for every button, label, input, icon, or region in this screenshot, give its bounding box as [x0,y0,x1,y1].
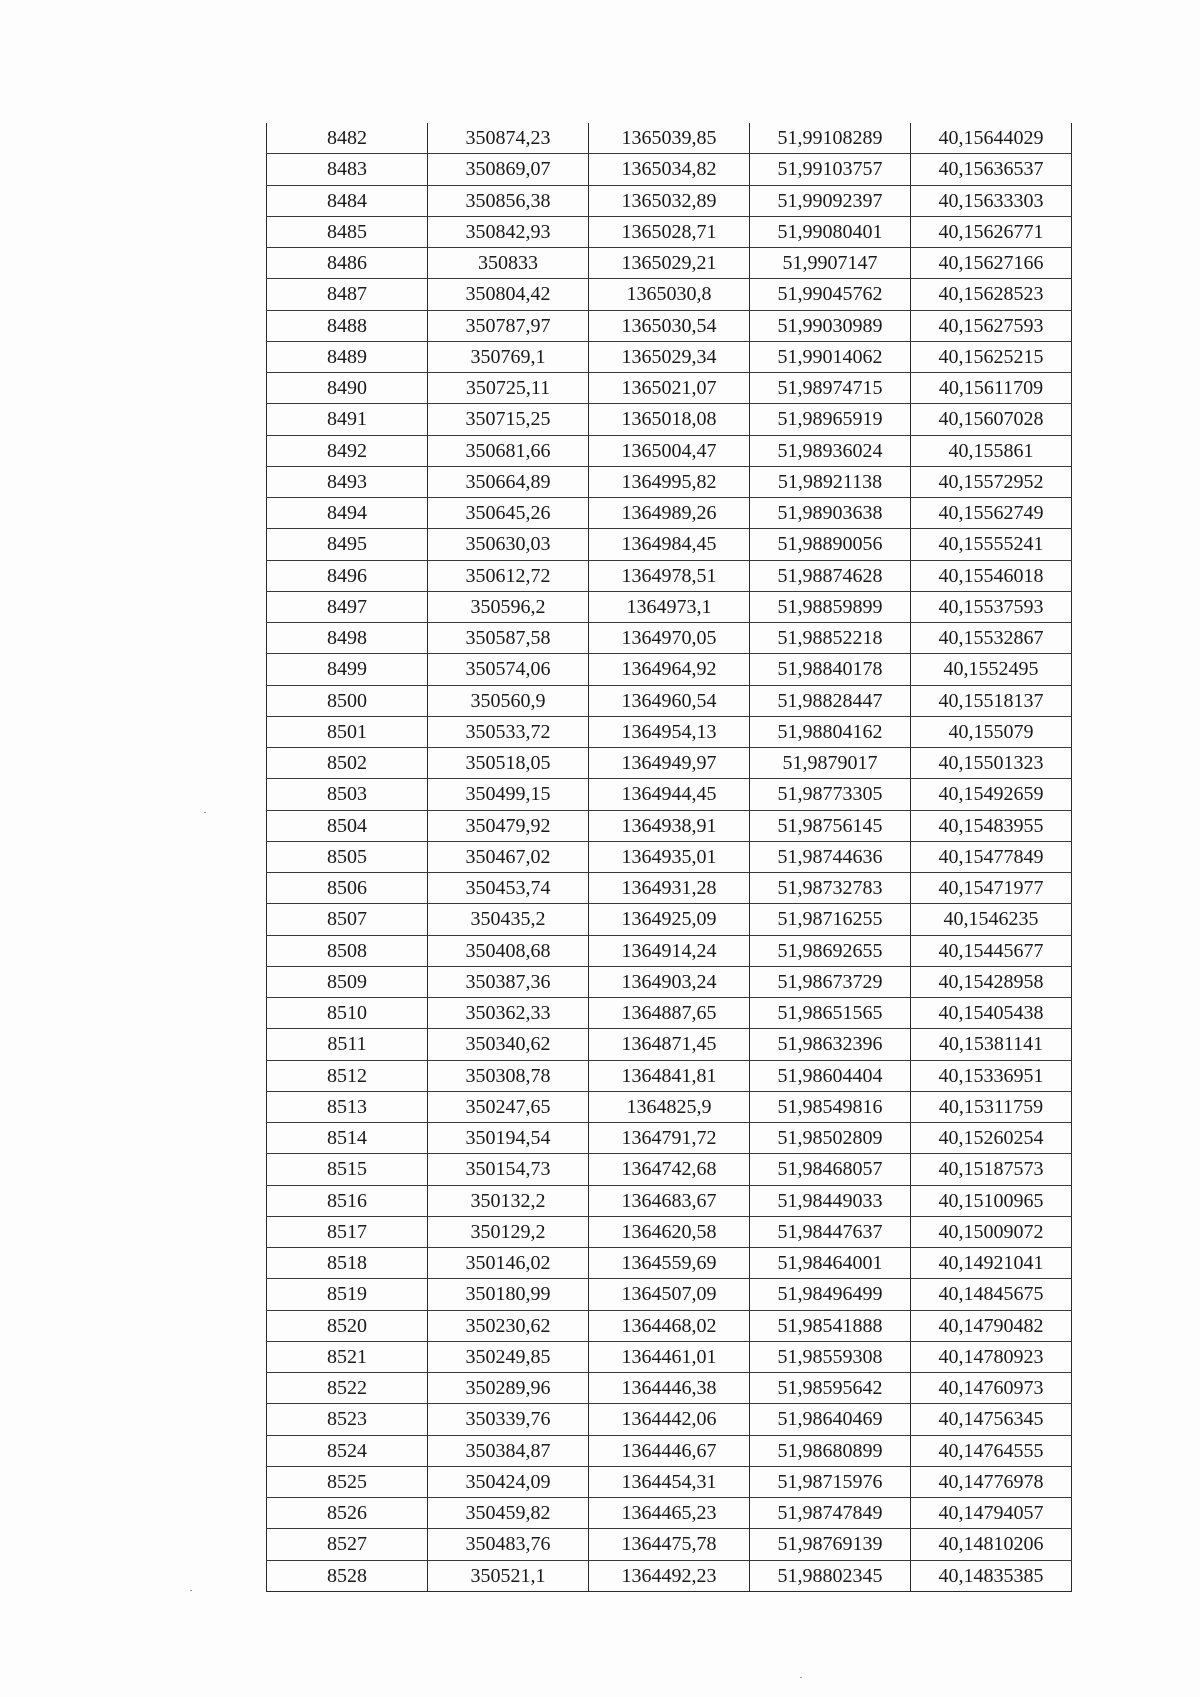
cell-latitude: 51,98840178 [750,654,911,685]
table-row [267,435,1072,466]
cell-x-coordinate: 350596,2 [428,591,589,622]
cell-x-coordinate: 350424,09 [428,1466,589,1497]
cell-point-number: 8523 [267,1404,428,1435]
cell-x-coordinate: 350483,76 [428,1529,589,1560]
cell-y-coordinate: 1364931,28 [589,873,750,904]
table-row [267,966,1072,997]
cell-latitude: 51,98447637 [750,1216,911,1247]
cell-latitude: 51,9907147 [750,248,911,279]
cell-point-number: 8495 [267,529,428,560]
cell-point-number: 8502 [267,748,428,779]
cell-point-number: 8494 [267,498,428,529]
cell-x-coordinate: 350769,1 [428,341,589,372]
cell-latitude: 51,99030989 [750,310,911,341]
cell-longitude: 40,1552495 [911,654,1072,685]
cell-x-coordinate: 350308,78 [428,1060,589,1091]
cell-longitude: 40,15260254 [911,1123,1072,1154]
cell-x-coordinate: 350499,15 [428,779,589,810]
cell-longitude: 40,15477849 [911,841,1072,872]
cell-longitude: 40,14921041 [911,1248,1072,1279]
table-row [267,216,1072,247]
cell-latitude: 51,98559308 [750,1341,911,1372]
cell-point-number: 8519 [267,1279,428,1310]
cell-y-coordinate: 1364887,65 [589,998,750,1029]
cell-y-coordinate: 1365034,82 [589,154,750,185]
cell-longitude: 40,15537593 [911,591,1072,622]
table-row [267,154,1072,185]
cell-latitude: 51,98804162 [750,716,911,747]
cell-longitude: 40,15633303 [911,185,1072,216]
table-row [267,279,1072,310]
cell-latitude: 51,98502809 [750,1123,911,1154]
cell-y-coordinate: 1364559,69 [589,1248,750,1279]
table-row [267,873,1072,904]
cell-y-coordinate: 1364465,23 [589,1498,750,1529]
table-row [267,1123,1072,1154]
cell-longitude: 40,15636537 [911,154,1072,185]
cell-y-coordinate: 1364507,09 [589,1279,750,1310]
table-row [267,1185,1072,1216]
cell-x-coordinate: 350725,11 [428,373,589,404]
cell-y-coordinate: 1364683,67 [589,1185,750,1216]
table-row [267,685,1072,716]
table-row [267,654,1072,685]
cell-point-number: 8517 [267,1216,428,1247]
cell-point-number: 8527 [267,1529,428,1560]
cell-longitude: 40,14756345 [911,1404,1072,1435]
table-row [267,1466,1072,1497]
cell-longitude: 40,15492659 [911,779,1072,810]
cell-point-number: 8492 [267,435,428,466]
cell-y-coordinate: 1364964,92 [589,654,750,685]
cell-longitude: 40,15311759 [911,1091,1072,1122]
table-row [267,1529,1072,1560]
cell-point-number: 8491 [267,404,428,435]
cell-latitude: 51,98732783 [750,873,911,904]
cell-y-coordinate: 1365018,08 [589,404,750,435]
cell-point-number: 8483 [267,154,428,185]
cell-y-coordinate: 1364442,06 [589,1404,750,1435]
table-row [267,935,1072,966]
cell-longitude: 40,15501323 [911,748,1072,779]
cell-longitude: 40,155861 [911,435,1072,466]
cell-latitude: 51,98974715 [750,373,911,404]
cell-y-coordinate: 1365028,71 [589,216,750,247]
scan-speck [800,1677,802,1678]
cell-point-number: 8522 [267,1373,428,1404]
cell-longitude: 40,14845675 [911,1279,1072,1310]
cell-latitude: 51,98903638 [750,498,911,529]
cell-latitude: 51,98595642 [750,1373,911,1404]
cell-latitude: 51,99045762 [750,279,911,310]
cell-point-number: 8497 [267,591,428,622]
table-row [267,623,1072,654]
coordinates-table-body [267,123,1072,1591]
cell-latitude: 51,98890056 [750,529,911,560]
table-row [267,810,1072,841]
cell-point-number: 8508 [267,935,428,966]
cell-point-number: 8520 [267,1310,428,1341]
cell-latitude: 51,98921138 [750,466,911,497]
cell-y-coordinate: 1364960,54 [589,685,750,716]
cell-longitude: 40,15546018 [911,560,1072,591]
cell-x-coordinate: 350289,96 [428,1373,589,1404]
cell-point-number: 8499 [267,654,428,685]
cell-y-coordinate: 1364468,02 [589,1310,750,1341]
cell-longitude: 40,155079 [911,716,1072,747]
cell-y-coordinate: 1365021,07 [589,373,750,404]
cell-y-coordinate: 1365039,85 [589,123,750,154]
cell-longitude: 40,15471977 [911,873,1072,904]
cell-longitude: 40,15381141 [911,1029,1072,1060]
cell-latitude: 51,98632396 [750,1029,911,1060]
cell-latitude: 51,98747849 [750,1498,911,1529]
cell-longitude: 40,15100965 [911,1185,1072,1216]
cell-x-coordinate: 350467,02 [428,841,589,872]
cell-latitude: 51,98692655 [750,935,911,966]
cell-x-coordinate: 350132,2 [428,1185,589,1216]
cell-longitude: 40,15428958 [911,966,1072,997]
cell-x-coordinate: 350869,07 [428,154,589,185]
cell-x-coordinate: 350833 [428,248,589,279]
cell-x-coordinate: 350645,26 [428,498,589,529]
cell-x-coordinate: 350459,82 [428,1498,589,1529]
cell-longitude: 40,15445677 [911,935,1072,966]
cell-longitude: 40,15405438 [911,998,1072,1029]
cell-x-coordinate: 350533,72 [428,716,589,747]
table-row [267,904,1072,935]
cell-longitude: 40,15607028 [911,404,1072,435]
cell-latitude: 51,98464001 [750,1248,911,1279]
cell-latitude: 51,98874628 [750,560,911,591]
cell-point-number: 8525 [267,1466,428,1497]
cell-y-coordinate: 1364978,51 [589,560,750,591]
scan-speck [204,812,206,813]
cell-longitude: 40,15644029 [911,123,1072,154]
cell-x-coordinate: 350194,54 [428,1123,589,1154]
table-row [267,716,1072,747]
cell-y-coordinate: 1365004,47 [589,435,750,466]
cell-latitude: 51,98828447 [750,685,911,716]
table-row [267,341,1072,372]
cell-longitude: 40,14835385 [911,1560,1072,1591]
cell-x-coordinate: 350664,89 [428,466,589,497]
cell-longitude: 40,15336951 [911,1060,1072,1091]
cell-point-number: 8513 [267,1091,428,1122]
cell-x-coordinate: 350180,99 [428,1279,589,1310]
table-row [267,404,1072,435]
cell-y-coordinate: 1364914,24 [589,935,750,966]
table-row [267,560,1072,591]
cell-longitude: 40,15627166 [911,248,1072,279]
cell-longitude: 40,1546235 [911,904,1072,935]
cell-point-number: 8504 [267,810,428,841]
cell-latitude: 51,98852218 [750,623,911,654]
cell-x-coordinate: 350387,36 [428,966,589,997]
cell-x-coordinate: 350435,2 [428,904,589,935]
cell-y-coordinate: 1364903,24 [589,966,750,997]
cell-y-coordinate: 1364841,81 [589,1060,750,1091]
cell-x-coordinate: 350521,1 [428,1560,589,1591]
cell-point-number: 8496 [267,560,428,591]
cell-latitude: 51,98468057 [750,1154,911,1185]
cell-latitude: 51,98449033 [750,1185,911,1216]
cell-point-number: 8521 [267,1341,428,1372]
cell-x-coordinate: 350384,87 [428,1435,589,1466]
cell-y-coordinate: 1364825,9 [589,1091,750,1122]
table-row [267,591,1072,622]
cell-x-coordinate: 350715,25 [428,404,589,435]
cell-longitude: 40,14760973 [911,1373,1072,1404]
cell-point-number: 8518 [267,1248,428,1279]
cell-point-number: 8510 [267,998,428,1029]
cell-x-coordinate: 350630,03 [428,529,589,560]
cell-longitude: 40,14776978 [911,1466,1072,1497]
cell-y-coordinate: 1364454,31 [589,1466,750,1497]
table-row [267,1091,1072,1122]
table-row [267,498,1072,529]
cell-x-coordinate: 350587,58 [428,623,589,654]
cell-y-coordinate: 1365029,21 [589,248,750,279]
cell-y-coordinate: 1364935,01 [589,841,750,872]
cell-point-number: 8503 [267,779,428,810]
cell-point-number: 8489 [267,341,428,372]
cell-point-number: 8482 [267,123,428,154]
cell-y-coordinate: 1365030,54 [589,310,750,341]
cell-y-coordinate: 1364620,58 [589,1216,750,1247]
cell-y-coordinate: 1364871,45 [589,1029,750,1060]
cell-point-number: 8514 [267,1123,428,1154]
table-row [267,1404,1072,1435]
cell-point-number: 8493 [267,466,428,497]
table-row [267,529,1072,560]
table-row [267,310,1072,341]
cell-x-coordinate: 350612,72 [428,560,589,591]
cell-x-coordinate: 350340,62 [428,1029,589,1060]
cell-x-coordinate: 350787,97 [428,310,589,341]
table-row [267,998,1072,1029]
cell-latitude: 51,98859899 [750,591,911,622]
cell-longitude: 40,14790482 [911,1310,1072,1341]
cell-latitude: 51,98541888 [750,1310,911,1341]
cell-x-coordinate: 350681,66 [428,435,589,466]
cell-x-coordinate: 350479,92 [428,810,589,841]
cell-point-number: 8487 [267,279,428,310]
scan-speck [190,1590,192,1591]
cell-x-coordinate: 350518,05 [428,748,589,779]
cell-x-coordinate: 350856,38 [428,185,589,216]
cell-point-number: 8501 [267,716,428,747]
cell-point-number: 8524 [267,1435,428,1466]
cell-latitude: 51,99092397 [750,185,911,216]
cell-x-coordinate: 350230,62 [428,1310,589,1341]
cell-y-coordinate: 1364791,72 [589,1123,750,1154]
cell-point-number: 8512 [267,1060,428,1091]
table-row [267,1029,1072,1060]
cell-latitude: 51,98673729 [750,966,911,997]
table-row [267,1060,1072,1091]
table-row [267,466,1072,497]
cell-latitude: 51,98756145 [750,810,911,841]
cell-x-coordinate: 350804,42 [428,279,589,310]
cell-longitude: 40,15555241 [911,529,1072,560]
cell-longitude: 40,15626771 [911,216,1072,247]
cell-latitude: 51,99080401 [750,216,911,247]
cell-longitude: 40,15572952 [911,466,1072,497]
cell-longitude: 40,15009072 [911,1216,1072,1247]
table-row [267,1310,1072,1341]
cell-point-number: 8486 [267,248,428,279]
cell-longitude: 40,15518137 [911,685,1072,716]
cell-x-coordinate: 350574,06 [428,654,589,685]
cell-longitude: 40,14794057 [911,1498,1072,1529]
cell-y-coordinate: 1364446,38 [589,1373,750,1404]
table-row [267,779,1072,810]
cell-y-coordinate: 1365032,89 [589,185,750,216]
cell-longitude: 40,15628523 [911,279,1072,310]
cell-y-coordinate: 1364984,45 [589,529,750,560]
cell-y-coordinate: 1364925,09 [589,904,750,935]
cell-y-coordinate: 1364954,13 [589,716,750,747]
cell-x-coordinate: 350247,65 [428,1091,589,1122]
table-row [267,1373,1072,1404]
cell-latitude: 51,98936024 [750,435,911,466]
cell-latitude: 51,98604404 [750,1060,911,1091]
table-row [267,1279,1072,1310]
table-row [267,1154,1072,1185]
cell-y-coordinate: 1364938,91 [589,810,750,841]
cell-y-coordinate: 1364949,97 [589,748,750,779]
cell-latitude: 51,98496499 [750,1279,911,1310]
cell-point-number: 8528 [267,1560,428,1591]
cell-x-coordinate: 350408,68 [428,935,589,966]
cell-latitude: 51,99108289 [750,123,911,154]
cell-longitude: 40,15611709 [911,373,1072,404]
cell-latitude: 51,98715976 [750,1466,911,1497]
table-row [267,1498,1072,1529]
cell-longitude: 40,14810206 [911,1529,1072,1560]
cell-longitude: 40,15483955 [911,810,1072,841]
cell-x-coordinate: 350453,74 [428,873,589,904]
cell-latitude: 51,98769139 [750,1529,911,1560]
cell-x-coordinate: 350339,76 [428,1404,589,1435]
table-row [267,373,1072,404]
cell-point-number: 8490 [267,373,428,404]
cell-latitude: 51,99103757 [750,154,911,185]
cell-y-coordinate: 1364742,68 [589,1154,750,1185]
cell-point-number: 8484 [267,185,428,216]
cell-y-coordinate: 1364492,23 [589,1560,750,1591]
cell-y-coordinate: 1364944,45 [589,779,750,810]
cell-y-coordinate: 1365029,34 [589,341,750,372]
cell-point-number: 8516 [267,1185,428,1216]
cell-latitude: 51,98965919 [750,404,911,435]
cell-y-coordinate: 1364973,1 [589,591,750,622]
cell-latitude: 51,98773305 [750,779,911,810]
cell-point-number: 8488 [267,310,428,341]
cell-y-coordinate: 1364970,05 [589,623,750,654]
cell-point-number: 8515 [267,1154,428,1185]
cell-point-number: 8485 [267,216,428,247]
cell-longitude: 40,15625215 [911,341,1072,372]
cell-x-coordinate: 350249,85 [428,1341,589,1372]
cell-longitude: 40,14780923 [911,1341,1072,1372]
cell-y-coordinate: 1364989,26 [589,498,750,529]
table-row [267,248,1072,279]
cell-point-number: 8498 [267,623,428,654]
cell-point-number: 8507 [267,904,428,935]
cell-latitude: 51,99014062 [750,341,911,372]
cell-latitude: 51,98651565 [750,998,911,1029]
cell-longitude: 40,15187573 [911,1154,1072,1185]
cell-longitude: 40,15532867 [911,623,1072,654]
cell-y-coordinate: 1364461,01 [589,1341,750,1372]
table-row [267,1560,1072,1591]
cell-x-coordinate: 350154,73 [428,1154,589,1185]
table-row [267,841,1072,872]
cell-point-number: 8511 [267,1029,428,1060]
table-row [267,185,1072,216]
table-row [267,1435,1072,1466]
cell-x-coordinate: 350874,23 [428,123,589,154]
cell-x-coordinate: 350362,33 [428,998,589,1029]
cell-latitude: 51,98716255 [750,904,911,935]
cell-longitude: 40,14764555 [911,1435,1072,1466]
cell-latitude: 51,98549816 [750,1091,911,1122]
cell-x-coordinate: 350560,9 [428,685,589,716]
cell-longitude: 40,15562749 [911,498,1072,529]
cell-point-number: 8506 [267,873,428,904]
cell-point-number: 8500 [267,685,428,716]
cell-latitude: 51,9879017 [750,748,911,779]
cell-longitude: 40,15627593 [911,310,1072,341]
table-row [267,123,1072,154]
cell-latitude: 51,98802345 [750,1560,911,1591]
cell-x-coordinate: 350146,02 [428,1248,589,1279]
cell-latitude: 51,98640469 [750,1404,911,1435]
table-row [267,1341,1072,1372]
cell-point-number: 8526 [267,1498,428,1529]
table-row [267,748,1072,779]
cell-y-coordinate: 1364446,67 [589,1435,750,1466]
cell-point-number: 8505 [267,841,428,872]
cell-x-coordinate: 350842,93 [428,216,589,247]
table-row [267,1248,1072,1279]
cell-latitude: 51,98680899 [750,1435,911,1466]
cell-x-coordinate: 350129,2 [428,1216,589,1247]
table-row [267,1216,1072,1247]
cell-latitude: 51,98744636 [750,841,911,872]
coordinates-table [266,123,1072,1592]
cell-point-number: 8509 [267,966,428,997]
cell-y-coordinate: 1365030,8 [589,279,750,310]
cell-y-coordinate: 1364475,78 [589,1529,750,1560]
cell-y-coordinate: 1364995,82 [589,466,750,497]
